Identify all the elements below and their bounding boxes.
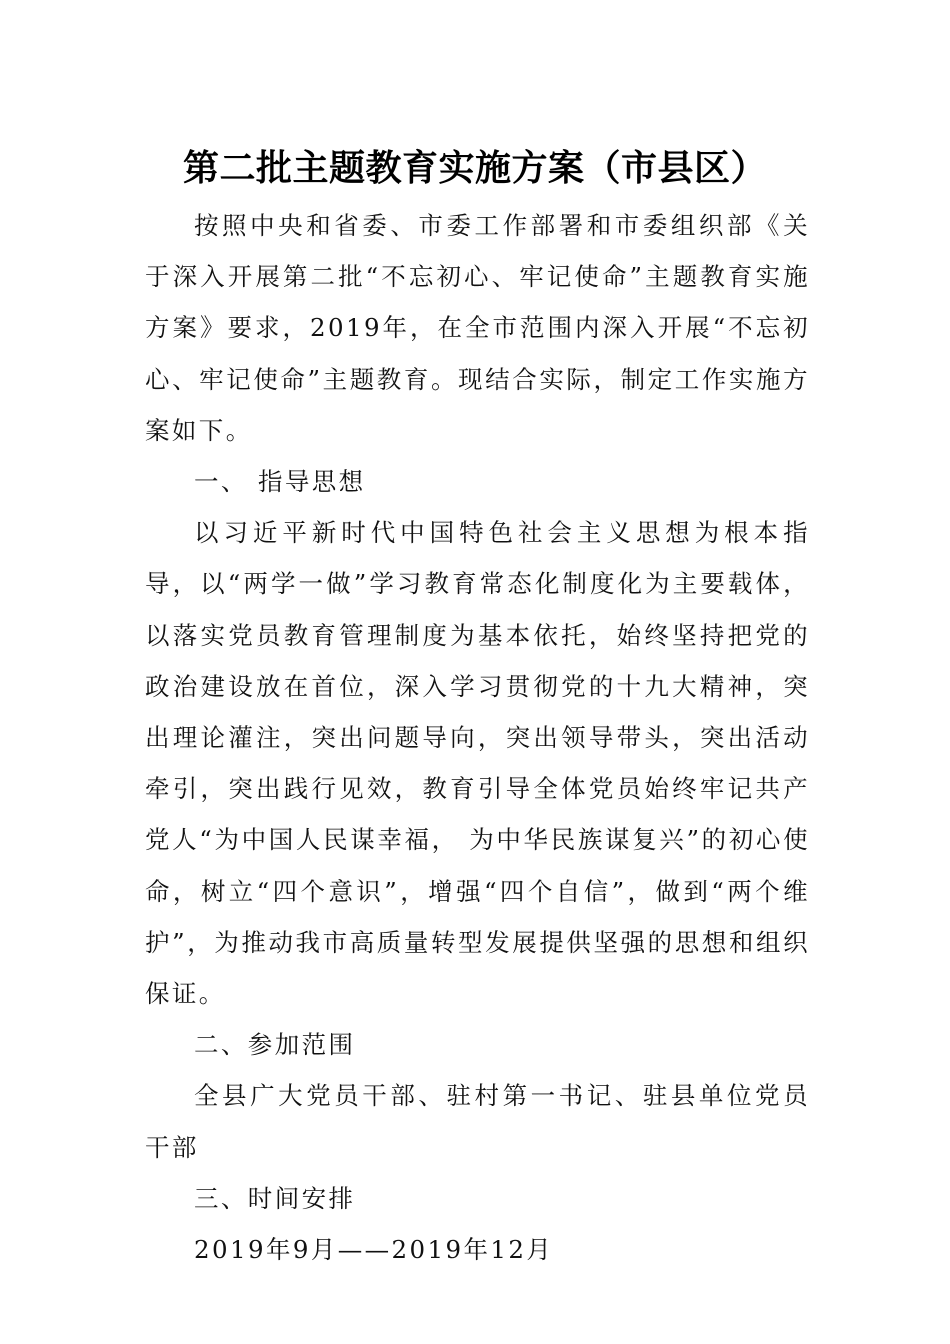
scope-paragraph: 全县广大党员干部、驻村第一书记、驻县单位党员干部 <box>145 1081 810 1162</box>
schedule-paragraph: 2019年9月——2019年12月 <box>194 1235 554 1265</box>
intro-paragraph: 按照中央和省委、市委工作部署和市委组织部《关于深入开展第二批“不忘初心、牢记使命”主题教育实施方案》要求，2019年，在全市范围内深入开展“不忘初心、牢记使命”主题教育。现结合实际，制定工作实施方案如下。 <box>145 211 810 445</box>
section-heading-guiding-ideology: 一、 指导思想 <box>194 467 366 497</box>
section-heading-scope: 二、参加范围 <box>194 1030 356 1060</box>
document-title: 第二批主题教育实施方案（市县区） <box>182 147 767 189</box>
section-heading-schedule: 三、时间安排 <box>194 1183 356 1213</box>
document-body <box>145 200 810 1275</box>
guiding-ideology-paragraph: 以习近平新时代中国特色社会主义思想为根本指导，以“两学一做”学习教育常态化制度化为主要载体，以落实党员教育管理制度为基本依托，始终坚持把党的政治建设放在首位，深入学习贯彻党的十九大精神，突出理论灌注，突出问题导向，突出领导带头，突出活动牵引，突出践行见效，教育引导全体党员始终牢记共产党人“为中国人民谋幸福， 为中华民族谋复兴”的初心使命，树立“四个意识”，增强“四个自信”，做到“两个维护”，为推动我市高质量转型发展提供坚强的思想和组织保证。 <box>145 518 810 1009</box>
